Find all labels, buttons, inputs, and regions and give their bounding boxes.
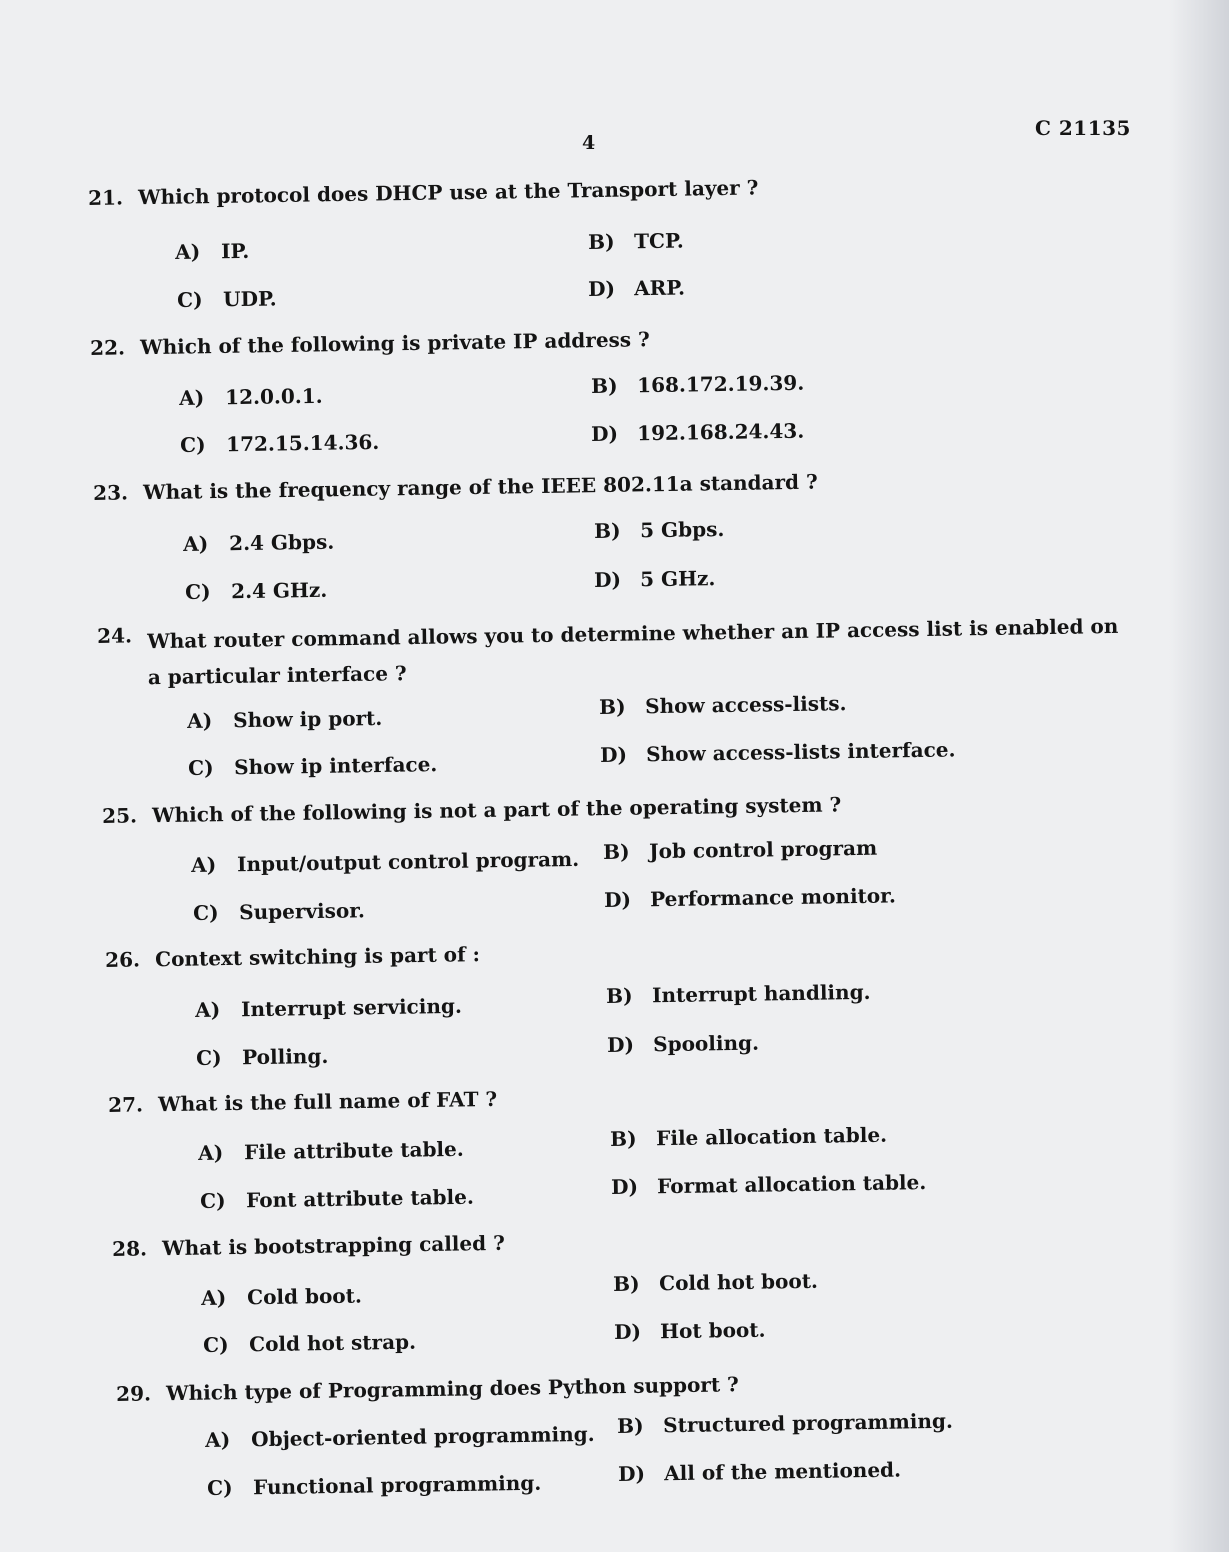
option-29-a [205, 1422, 595, 1452]
option-text: All of the mentioned. [663, 1457, 902, 1486]
option-label: C) [185, 579, 211, 604]
option-27-a [198, 1137, 464, 1165]
option-text: 2.4 GHz. [230, 577, 328, 604]
question-text: Context switching is part of : [154, 942, 481, 972]
question-29 [116, 1372, 739, 1406]
question-text: Which type of Programming does Python support ? [165, 1372, 739, 1406]
option-label: D) [607, 1032, 635, 1057]
option-label: A) [187, 708, 213, 733]
option-label: D) [588, 276, 616, 301]
option-text: Show ip interface. [233, 752, 438, 780]
option-label: A) [191, 852, 217, 877]
option-26-b [606, 980, 871, 1008]
option-text: UDP. [222, 286, 277, 312]
question-number: 22. [90, 335, 126, 360]
option-23-c [185, 578, 327, 604]
option-label: C) [193, 900, 219, 925]
option-25-b [603, 836, 877, 864]
option-label: D) [594, 567, 622, 592]
option-29-d [618, 1458, 901, 1486]
option-label: C) [177, 287, 203, 312]
option-28-a [201, 1283, 362, 1310]
option-label: A) [179, 385, 205, 410]
option-label: C) [207, 1475, 233, 1500]
option-21-a [175, 239, 249, 264]
option-label: B) [594, 518, 621, 543]
option-22-d [591, 419, 804, 446]
option-text: ARP. [633, 275, 686, 301]
option-text: File allocation table. [655, 1122, 888, 1151]
option-text: Job control program [648, 835, 878, 864]
option-label: D) [604, 887, 632, 912]
option-text: Show access-lists. [644, 691, 847, 719]
option-text: Format allocation table. [656, 1170, 927, 1199]
option-label: D) [591, 421, 619, 446]
option-label: B) [610, 1126, 637, 1151]
question-27 [108, 1087, 497, 1117]
option-22-b [591, 371, 804, 398]
option-21-c [177, 286, 277, 312]
option-text: TCP. [633, 228, 684, 254]
option-text: Show ip port. [232, 705, 383, 733]
question-text: What is bootstrapping called ? [161, 1230, 505, 1261]
option-text: 192.168.24.43. [636, 418, 805, 446]
question-21 [88, 175, 759, 210]
option-24-c [188, 752, 437, 780]
option-text: Cold hot boot. [658, 1268, 819, 1296]
option-22-a [179, 384, 323, 410]
option-label: C) [203, 1332, 229, 1357]
option-label: A) [175, 239, 201, 264]
option-label: A) [198, 1140, 224, 1165]
option-label: A) [195, 997, 221, 1022]
option-24-b [599, 691, 847, 719]
option-label: A) [201, 1285, 227, 1310]
option-text: Hot boot. [659, 1317, 766, 1344]
question-number: 24. [97, 623, 133, 648]
question-text: What router command allows you to determine whether an IP access list is enabled on a particular interface ? [147, 613, 1119, 690]
option-27-c [200, 1185, 474, 1213]
option-25-a [191, 847, 579, 877]
option-text: Font attribute table. [245, 1184, 475, 1213]
page-number: 4 [582, 132, 596, 154]
question-text: Which protocol does DHCP use at the Transport layer ? [137, 175, 759, 210]
option-text: Structured programming. [662, 1408, 954, 1438]
question-number: 26. [105, 947, 141, 972]
option-text: Interrupt servicing. [240, 993, 463, 1022]
option-23-d [594, 566, 716, 592]
option-text: 5 GHz. [639, 566, 716, 592]
question-22 [90, 327, 650, 360]
option-text: Spooling. [652, 1030, 760, 1057]
option-23-a [183, 530, 334, 556]
option-text: 168.172.19.39. [636, 370, 805, 398]
question-number: 21. [88, 185, 124, 210]
option-label: A) [183, 531, 209, 556]
option-label: B) [613, 1271, 640, 1296]
question-text: What is the full name of FAT ? [157, 1086, 498, 1117]
option-24-d [600, 737, 956, 767]
option-label: B) [617, 1413, 644, 1438]
question-text: What is the frequency range of the IEEE 802.11a standard ? [142, 469, 818, 505]
page-edge-shadow [1169, 0, 1229, 1552]
option-26-c [196, 1044, 328, 1070]
option-26-a [195, 994, 462, 1022]
option-label: B) [599, 694, 626, 719]
option-text: 12.0.0.1. [224, 383, 323, 410]
exam-code: C 21135 [1035, 116, 1131, 140]
option-text: Input/output control program. [236, 846, 580, 877]
option-label: D) [614, 1319, 642, 1344]
option-27-b [610, 1123, 887, 1151]
question-24 [97, 608, 1133, 696]
option-28-c [203, 1330, 416, 1357]
option-29-b [617, 1409, 953, 1438]
question-text: Which of the following is not a part of the operating system ? [151, 792, 842, 828]
option-24-a [187, 706, 382, 733]
option-label: B) [588, 229, 615, 254]
option-text: Functional programming. [252, 1470, 542, 1500]
option-text: 2.4 Gbps. [228, 529, 335, 556]
option-23-b [594, 517, 725, 543]
question-number: 23. [93, 480, 129, 505]
option-text: Cold boot. [246, 1283, 363, 1310]
option-21-b [588, 228, 684, 253]
option-text: Cold hot strap. [248, 1329, 417, 1357]
option-text: Show access-lists interface. [645, 737, 956, 767]
option-text: 172.15.14.36. [225, 429, 380, 457]
option-text: File attribute table. [243, 1136, 464, 1165]
question-25 [102, 792, 841, 828]
option-label: C) [188, 755, 214, 780]
option-21-d [588, 275, 685, 301]
option-text: 5 Gbps. [639, 516, 725, 543]
question-number: 28. [112, 1236, 148, 1261]
option-label: A) [205, 1427, 231, 1452]
option-label: B) [606, 983, 633, 1008]
question-number: 27. [108, 1092, 144, 1117]
option-label: D) [600, 742, 628, 767]
option-text: Interrupt handling. [651, 979, 871, 1008]
question-number: 29. [116, 1381, 152, 1406]
option-label: D) [611, 1174, 639, 1199]
question-28 [112, 1231, 505, 1261]
option-22-c [180, 430, 379, 457]
option-label: B) [591, 373, 618, 398]
option-28-d [614, 1318, 766, 1344]
option-25-c [193, 898, 365, 925]
option-text: Performance monitor. [649, 883, 896, 912]
question-text: Which of the following is private IP address ? [139, 327, 650, 360]
question-number: 25. [102, 803, 138, 828]
option-25-d [604, 883, 896, 912]
option-label: B) [603, 839, 630, 864]
option-text: IP. [220, 238, 250, 264]
option-text: Polling. [241, 1043, 329, 1070]
option-label: D) [618, 1461, 646, 1486]
option-label: C) [200, 1188, 226, 1213]
option-26-d [607, 1031, 759, 1057]
option-text: Supervisor. [238, 898, 366, 925]
option-label: C) [180, 432, 206, 457]
option-28-b [613, 1269, 818, 1296]
question-26 [105, 942, 480, 972]
option-label: C) [196, 1045, 222, 1070]
option-text: Object-oriented programming. [250, 1421, 595, 1452]
option-27-d [611, 1170, 926, 1199]
question-23 [93, 470, 818, 505]
option-29-c [207, 1471, 541, 1500]
